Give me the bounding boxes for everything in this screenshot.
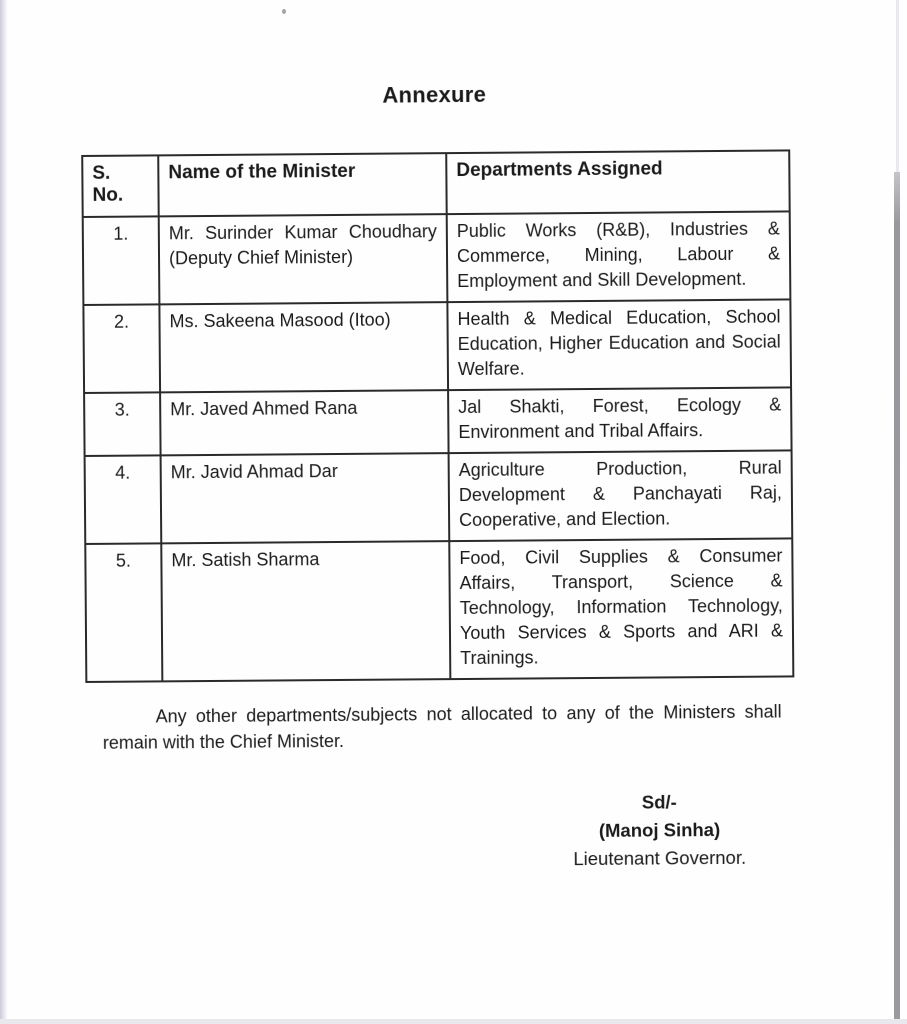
signature-block xyxy=(528,787,791,873)
table-row xyxy=(83,299,791,393)
departments-cell: Jal Shakti, Forest, Ecology & Environment and Tribal Affairs. xyxy=(448,387,791,453)
serial-number-cell: 4. xyxy=(85,455,162,544)
minister-name-cell: Mr. Surinder Kumar Choudhary (Deputy Chief Minister) xyxy=(159,214,448,304)
document-content xyxy=(80,0,794,877)
signature-designation: Lieutenant Governor. xyxy=(573,846,747,870)
departments-cell: Health & Medical Education, School Education, Higher Education and Social Welfare. xyxy=(447,299,791,390)
serial-number-cell: 1. xyxy=(83,216,160,305)
minister-name-cell: Ms. Sakeena Masood (Itoo) xyxy=(159,302,448,392)
minister-name-cell: Mr. Javid Ahmad Dar xyxy=(161,453,450,543)
minister-name-cell: Mr. Satish Sharma xyxy=(161,541,450,681)
page-right-edge-line-top xyxy=(896,0,899,172)
table-row xyxy=(85,450,793,544)
column-header-departments: Departments Assigned xyxy=(446,150,789,214)
note-paragraph: Any other departments/subjects not allocated to any of the Ministers shall remain with the Chief Minister. xyxy=(102,701,782,753)
table-row xyxy=(84,387,791,456)
minister-name-cell: Mr. Javed Ahmed Rana xyxy=(160,390,448,455)
signature-sd: Sd/- xyxy=(641,791,677,813)
page-right-edge-line xyxy=(894,172,900,1024)
serial-number-cell: 5. xyxy=(85,543,162,682)
column-header-minister-name: Name of the Minister xyxy=(158,153,446,216)
page-left-edge-shadow xyxy=(0,0,8,1024)
table-row xyxy=(83,211,791,305)
departments-cell: Public Works (R&B), Industries & Commerce, Mining, Labour & Employment and Skill Development. xyxy=(447,211,791,302)
table-header-row xyxy=(82,150,789,217)
departments-cell: Food, Civil Supplies & Consumer Affairs, Transport, Science & Technology, Information Technology, Youth Services & Sports and ARI & Trainings. xyxy=(449,538,793,679)
column-header-serial-number: S. No. xyxy=(82,155,158,217)
serial-number-cell: 3. xyxy=(84,392,160,456)
signature-name: (Manoj Sinha) xyxy=(598,818,721,841)
serial-number-cell: 2. xyxy=(83,304,160,393)
table-row xyxy=(85,538,793,682)
ministers-departments-table xyxy=(81,149,794,683)
page-title: Annexure xyxy=(382,81,487,108)
departments-cell: Agriculture Production, Rural Development & Panchayati Raj, Cooperative, and Election. xyxy=(449,450,793,541)
page-bottom-edge-shadow xyxy=(0,1019,907,1024)
